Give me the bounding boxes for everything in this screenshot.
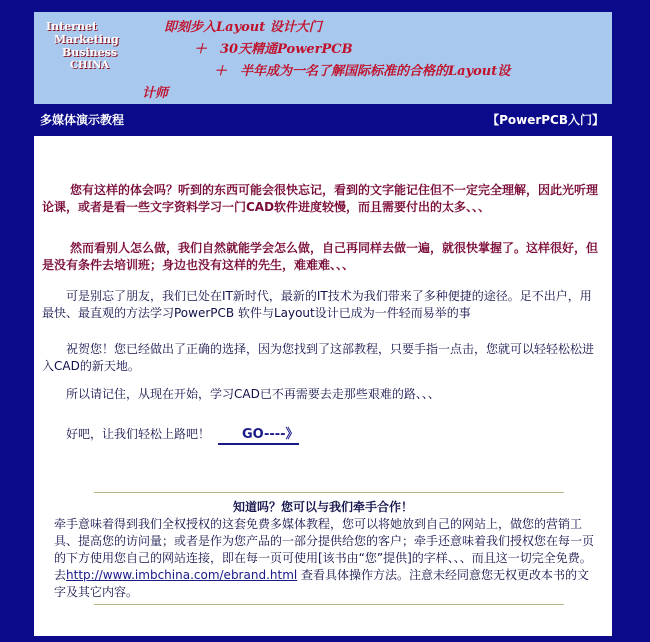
ebrand-link[interactable]: http://www.imbchina.com/ebrand.html: [66, 568, 298, 582]
slogan-line: ＋ 30天精通PowerPCB: [194, 42, 353, 57]
partner-text: 牵手意味着得到我们全权授权的这套免费多媒体教程，您可以将她放到自己的网站上，做您的营销工具、提高您的访问量；或者是作为您产品的一部分提供给您的客户；牵手还意味着我们授权您在每一页的下方使用您自己的网站连接，即在每一页可使用[该书由“您”提供]的字样、、、而且这一切完全免费。去: [54, 517, 595, 582]
go-button[interactable]: GO----》: [218, 426, 299, 445]
header-banner: [34, 12, 612, 104]
slogan-line: ＋ 半年成为一名了解国际标准的合格的Layout设: [214, 64, 511, 79]
lets-go-text: 好吧，让我们轻松上路吧！: [66, 427, 211, 441]
main-content: [34, 136, 612, 636]
intro-paragraph: 可是别忘了朋友，我们已处在IT新时代，最新的IT技术为我们带来了多种便捷的途径。足不出户，用最快、最直观的方法学习PowerPCB 软件与Layout设计已成为一件轻而易举的事: [42, 289, 592, 320]
divider: [94, 604, 564, 605]
imb-china-logo: [46, 20, 156, 96]
divider: [94, 492, 564, 493]
intro-paragraph: 祝贺您！您已经做出了正确的选择，因为您找到了这部教程，只要手指一点击，您就可以轻轻松松进入CAD的新天地。: [42, 342, 595, 373]
logo-word: Marketing: [54, 33, 119, 46]
intro-paragraph: [42, 426, 602, 445]
slogan-line: 即刻步入Layout 设计大门: [164, 20, 322, 35]
slogan-line: 计师: [142, 86, 169, 101]
partner-body: [54, 516, 594, 601]
partner-title: 知道吗？您可以与我们牵手合作！: [232, 500, 413, 514]
intro-paragraph: 然而看别人怎么做，我们自然就能学会怎么做，自己再同样去做一遍，就很快掌握了。这样很好，但是没有条件去培训班；身边也没有这样的先生，难难难、、、: [42, 241, 599, 272]
title-bar: [34, 108, 612, 130]
intro-paragraph: 所以请记住，从现在开始，学习CAD已不再需要去走那些艰难的路、、、: [66, 387, 440, 401]
logo-word: CHINA: [70, 60, 109, 71]
partner-text: 查看具体操作方法。注意未经同意您无权更改本书的文字及其它内容。: [54, 568, 590, 599]
logo-word: Internet: [46, 20, 98, 33]
page-title: 多媒体演示教程: [40, 113, 125, 127]
logo-word: Business: [62, 46, 118, 59]
intro-paragraph: 您有这样的体会吗？听到的东西可能会很快忘记，看到的文字能记住但不一定完全理解，因此光听理论课，或者是看一些文字资料学习一门CAD软件进度较慢，而且需要付出的太多、、、: [42, 183, 599, 214]
powerpcb-intro-link[interactable]: 【PowerPCB入门】: [487, 113, 604, 127]
